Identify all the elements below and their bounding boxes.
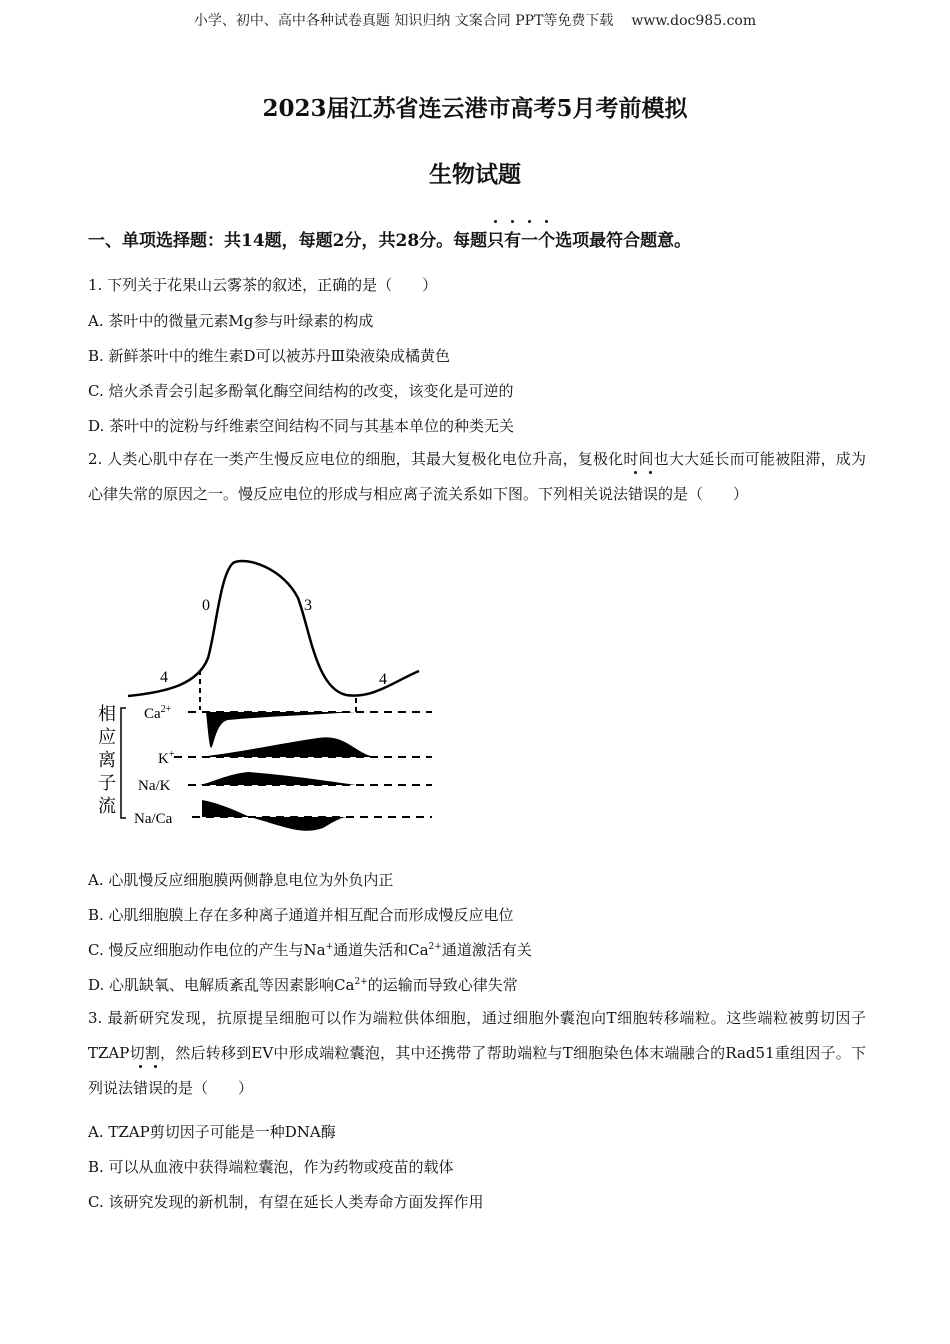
question-3-option-b: B. 可以从血液中获得端粒囊泡，作为药物或疫苗的载体 bbox=[88, 1158, 454, 1176]
y-label-char: 离 bbox=[98, 750, 116, 770]
emphasis-char: 误 bbox=[643, 477, 658, 512]
phase-label-4-left: 4 bbox=[160, 669, 168, 686]
question-3-option-a: A. TZAP剪切因子可能是一种DNA酶 bbox=[88, 1123, 336, 1141]
question-2-option-d: D. 心肌缺氧、电解质紊乱等因素影响$Ca^{2+}$的运输而导致心律失常 bbox=[88, 976, 518, 994]
question-1-option-d: D. 茶叶中的淀粉与纤维素空间结构不同与其基本单位的种类无关 bbox=[88, 417, 515, 435]
phase-label-4-right: 4 bbox=[379, 671, 387, 688]
section-heading bbox=[88, 226, 691, 251]
question-3-stem bbox=[88, 1001, 866, 1106]
question-2-option-c: C. 慢反应细胞动作电位的产生与Na+通道失活和$Ca^{2+}$通道激活有关 bbox=[88, 941, 532, 959]
ion-label-naca: Na/Ca bbox=[134, 811, 173, 827]
naca-current-area bbox=[202, 800, 346, 831]
section-heading-text: 一、单项选择题：共14题，每题2分，共28分。每题 bbox=[88, 231, 488, 251]
action-potential-curve bbox=[128, 561, 419, 696]
question-1-option-b: B. 新鲜茶叶中的维生素D可以被苏丹Ⅲ染液染成橘黄色 bbox=[88, 347, 451, 365]
question-3-option-c: C. 该研究发现的新机制，有望在延长人类寿命方面发挥作用 bbox=[88, 1193, 484, 1211]
y-label-char: 相 bbox=[98, 704, 116, 724]
y-label-char: 应 bbox=[98, 727, 116, 747]
exam-title: 2023届江苏省连云港市高考5月考前模拟 bbox=[262, 95, 688, 122]
ion-label-k: K+ bbox=[158, 749, 175, 767]
phase-label-0: 0 bbox=[202, 597, 210, 614]
banner-text: 小学、初中、高中各种试卷真题 知识归纳 文案合同 PPT等免费下载 bbox=[193, 13, 614, 29]
phase-label-3: 3 bbox=[304, 597, 312, 614]
emphasis-char: 有 bbox=[504, 226, 521, 251]
emphasis-char: 一 bbox=[521, 226, 538, 251]
emphasis-char: 只 bbox=[487, 226, 504, 251]
banner-url[interactable]: www.doc985.com bbox=[631, 13, 757, 29]
exam-subtitle: 生物试题 bbox=[429, 161, 521, 188]
emphasis-char: 个 bbox=[538, 226, 555, 251]
question-3-stem-tail: 的是（ ） bbox=[163, 1079, 254, 1097]
nak-current-area bbox=[200, 772, 356, 785]
header-banner bbox=[0, 10, 950, 30]
question-1-option-a: A. 茶叶中的微量元素Mg参与叶绿素的构成 bbox=[88, 312, 374, 330]
emphasis-char: 错 bbox=[628, 477, 643, 512]
ion-current-figure bbox=[88, 550, 448, 840]
question-1-stem: 1. 下列关于花果山云雾茶的叙述，正确的是（ ） bbox=[88, 276, 438, 294]
bracket bbox=[121, 708, 126, 818]
y-label-char: 流 bbox=[98, 796, 116, 816]
ion-label-ca: $Ca^{2+}$ bbox=[144, 704, 172, 722]
question-2-stem bbox=[88, 442, 866, 512]
k-current-area bbox=[200, 737, 374, 757]
emphasis-char: 误 bbox=[148, 1071, 163, 1106]
question-2-stem-tail: 的是（ ） bbox=[658, 485, 749, 503]
ion-label-nak: Na/K bbox=[138, 778, 171, 794]
question-1-option-c: C. 焙火杀青会引起多酚氧化酶空间结构的改变，该变化是可逆的 bbox=[88, 382, 514, 400]
y-label-char: 子 bbox=[98, 773, 116, 793]
question-2-option-b: B. 心肌细胞膜上存在多种离子通道并相互配合而形成慢反应电位 bbox=[88, 906, 514, 924]
question-2-stem-text: 2. 人类心肌中存在一类产生慢反应电位的细胞，其最大复极化电位升高，复极化时间也大大延长而可能被阻滞，成为心律失常的原因之一。慢反应电位的形成与相应离子流关系如下图。下列相关说法 bbox=[88, 450, 866, 503]
question-3-stem-text: 3. 最新研究发现，抗原提呈细胞可以作为端粒供体细胞，通过细胞外囊泡向T细胞转移端粒。这些端粒被剪切因子TZAP切割，然后转移到EV中形成端粒囊泡，其中还携带了帮助端粒与T细胞染色体末端融合的Rad51重组因子。下列说法 bbox=[88, 1009, 866, 1097]
emphasis-char: 错 bbox=[133, 1071, 148, 1106]
question-2-option-a: A. 心肌慢反应细胞膜两侧静息电位为外负内正 bbox=[88, 871, 394, 889]
section-heading-tail: 选项最符合题意。 bbox=[555, 231, 692, 251]
